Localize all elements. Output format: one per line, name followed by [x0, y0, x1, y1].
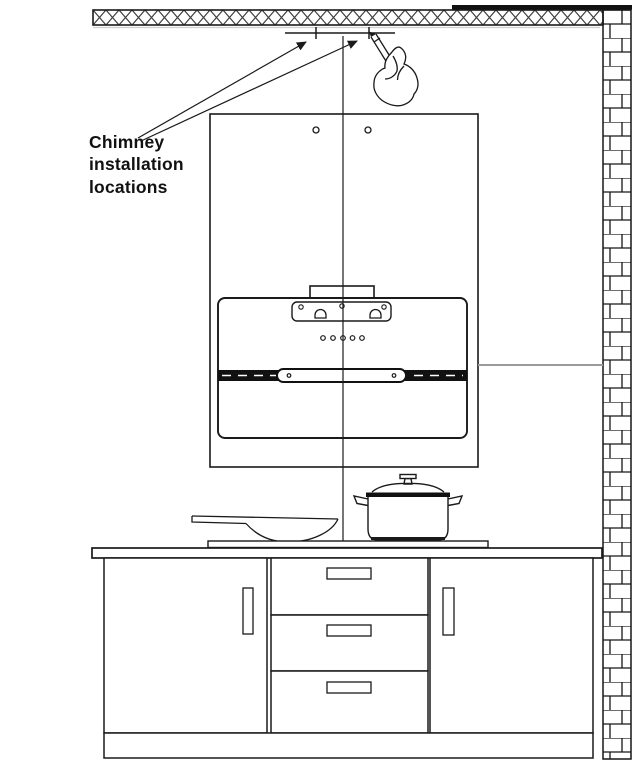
hand-with-pencil-icon	[369, 32, 418, 106]
ceiling-hatch-band	[93, 10, 603, 25]
pot-handle-right	[448, 496, 462, 506]
cabinet-left-door	[104, 558, 267, 733]
brick-wall	[603, 10, 631, 759]
hand-outline	[374, 47, 418, 106]
base-cabinet	[104, 558, 593, 758]
countertop	[92, 548, 602, 558]
drawer-top	[271, 558, 428, 615]
wok	[192, 516, 338, 542]
cooktop	[208, 541, 488, 548]
pot	[354, 475, 462, 541]
pot-lid	[366, 493, 450, 498]
drawer-middle	[271, 615, 428, 671]
wok-rim	[192, 516, 338, 519]
ceiling	[93, 5, 632, 28]
cabinet-base	[104, 733, 593, 758]
ceiling-top-bar	[452, 5, 632, 10]
pot-lid-dome	[372, 483, 444, 492]
pot-body	[368, 497, 448, 540]
chimney-installation-label: Chimney installation locations	[89, 132, 184, 197]
handle-bar	[277, 369, 406, 382]
wok-bowl	[246, 519, 338, 542]
pot-knob	[400, 475, 416, 479]
drawer-bottom	[271, 671, 428, 733]
pot-handle-left	[354, 496, 368, 506]
cabinet-right-door	[430, 558, 593, 733]
